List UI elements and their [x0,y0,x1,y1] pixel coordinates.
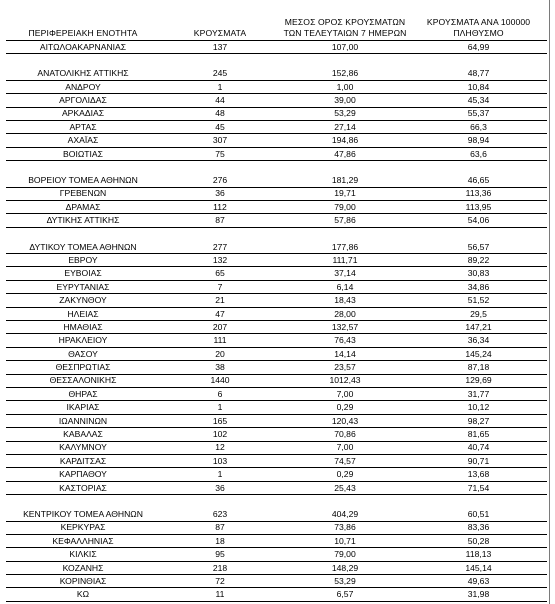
table-body [6,41,547,602]
region-cell: ΚΟΡΙΝΘΙΑΣ [6,575,160,588]
avg-cell: 28,00 [280,307,410,320]
cases-cell: 1440 [160,374,280,387]
table-row [6,575,547,588]
header-avg-line-2: ΤΩΝ ΤΕΛΕΥΤΑΙΩΝ 7 ΗΜΕΡΩΝ [283,27,407,38]
table-row [6,41,547,54]
table-row [6,414,547,427]
per100k-cell: 63,6 [410,147,547,160]
avg-cell: 7,00 [280,387,410,400]
table-row [6,428,547,441]
region-cell: ΒΟΡΕΙΟΥ ΤΟΜΕΑ ΑΘΗΝΩΝ [6,174,160,187]
region-cell: ΑΙΤΩΛΟΑΚΑΡΝΑΝΙΑΣ [6,41,160,54]
spacer-cell [6,54,547,68]
avg-cell: 74,57 [280,454,410,467]
cases-cell: 307 [160,134,280,147]
cases-table [6,12,547,602]
avg-cell: 7,00 [280,441,410,454]
table-row [6,508,547,521]
region-cell: ΘΗΡΑΣ [6,387,160,400]
region-cell: ΘΕΣΣΑΛΟΝΙΚΗΣ [6,374,160,387]
avg-cell: 152,86 [280,67,410,80]
cases-cell: 7 [160,280,280,293]
spacer-cell [6,227,547,241]
table-row [6,548,547,561]
per100k-cell: 98,27 [410,414,547,427]
page-edge-divider [549,0,550,604]
table-row [6,280,547,293]
table-row [6,401,547,414]
region-cell: ΚΕΡΚΥΡΑΣ [6,521,160,534]
per100k-cell: 129,69 [410,374,547,387]
table-row [6,107,547,120]
table-row [6,254,547,267]
per100k-cell: 31,98 [410,588,547,601]
region-cell: ΑΡΓΟΛΙΔΑΣ [6,94,160,107]
per100k-cell: 113,95 [410,200,547,213]
avg-cell: 79,00 [280,200,410,213]
cases-cell: 245 [160,67,280,80]
per100k-cell: 56,57 [410,241,547,254]
per100k-cell: 71,54 [410,481,547,494]
region-cell: ΘΕΣΠΡΩΤΙΑΣ [6,361,160,374]
table-row [6,174,547,187]
cases-cell: 11 [160,588,280,601]
spacer-row [6,495,547,509]
header-cases: ΚΡΟΥΣΜΑΤΑ [160,12,280,41]
cases-cell: 36 [160,481,280,494]
cases-cell: 207 [160,321,280,334]
table-row [6,334,547,347]
cases-cell: 21 [160,294,280,307]
per100k-cell: 66,3 [410,120,547,133]
cases-cell: 12 [160,441,280,454]
table-row [6,521,547,534]
avg-cell: 39,00 [280,94,410,107]
cases-cell: 165 [160,414,280,427]
region-cell: ΔΥΤΙΚΟΥ ΤΟΜΕΑ ΑΘΗΝΩΝ [6,241,160,254]
region-cell: ΒΟΙΩΤΙΑΣ [6,147,160,160]
per100k-cell: 87,18 [410,361,547,374]
per100k-cell: 54,06 [410,214,547,227]
table-row [6,468,547,481]
region-cell: ΔΡΑΜΑΣ [6,200,160,213]
per100k-cell: 89,22 [410,254,547,267]
region-cell: ΚΟΖΑΝΗΣ [6,561,160,574]
avg-cell: 23,57 [280,361,410,374]
cases-cell: 218 [160,561,280,574]
avg-cell: 177,86 [280,241,410,254]
region-cell: ΑΡΚΑΔΙΑΣ [6,107,160,120]
spacer-row [6,227,547,241]
per100k-cell: 90,71 [410,454,547,467]
header-avg-7-days [280,12,410,41]
per100k-cell: 48,77 [410,67,547,80]
region-cell: ΓΡΕΒΕΝΩΝ [6,187,160,200]
cases-cell: 72 [160,575,280,588]
region-cell: ΚΩ [6,588,160,601]
avg-cell: 132,57 [280,321,410,334]
cases-cell: 111 [160,334,280,347]
avg-cell: 79,00 [280,548,410,561]
region-cell: ΚΕΦΑΛΛΗΝΙΑΣ [6,534,160,547]
avg-cell: 148,29 [280,561,410,574]
spacer-row [6,161,547,175]
region-cell: ΑΧΑΪΑΣ [6,134,160,147]
per100k-cell: 145,24 [410,347,547,360]
avg-cell: 10,71 [280,534,410,547]
region-cell: ΗΜΑΘΙΑΣ [6,321,160,334]
table-row [6,588,547,601]
avg-cell: 14,14 [280,347,410,360]
avg-cell: 37,14 [280,267,410,280]
avg-cell: 47,86 [280,147,410,160]
table-row [6,200,547,213]
avg-cell: 19,71 [280,187,410,200]
avg-cell: 27,14 [280,120,410,133]
cases-cell: 20 [160,347,280,360]
avg-cell: 111,71 [280,254,410,267]
per100k-cell: 81,65 [410,428,547,441]
avg-cell: 6,14 [280,280,410,293]
avg-cell: 25,43 [280,481,410,494]
table-row [6,294,547,307]
cases-cell: 1 [160,468,280,481]
region-cell: ΚΑΛΥΜΝΟΥ [6,441,160,454]
cases-cell: 276 [160,174,280,187]
per100k-cell: 10,12 [410,401,547,414]
cases-cell: 87 [160,521,280,534]
table-row [6,534,547,547]
per100k-cell: 118,13 [410,548,547,561]
table-row [6,374,547,387]
region-cell: ΔΥΤΙΚΗΣ ΑΤΤΙΚΗΣ [6,214,160,227]
cases-cell: 6 [160,387,280,400]
per100k-cell: 29,5 [410,307,547,320]
avg-cell: 0,29 [280,468,410,481]
per100k-cell: 46,65 [410,174,547,187]
avg-cell: 1012,43 [280,374,410,387]
avg-cell: 70,86 [280,428,410,441]
table-row [6,481,547,494]
per100k-cell: 60,51 [410,508,547,521]
per100k-cell: 83,36 [410,521,547,534]
cases-cell: 103 [160,454,280,467]
table-header [6,12,547,41]
header-per100k-line-1: ΚΡΟΥΣΜΑΤΑ ΑΝΑ 100000 [426,17,531,27]
table-row [6,267,547,280]
cases-cell: 75 [160,147,280,160]
per100k-cell: 13,68 [410,468,547,481]
per100k-cell: 145,14 [410,561,547,574]
spacer-cell [6,495,547,509]
avg-cell: 120,43 [280,414,410,427]
cases-cell: 18 [160,534,280,547]
cases-cell: 65 [160,267,280,280]
per100k-cell: 64,99 [410,41,547,54]
region-cell: ΘΑΣΟΥ [6,347,160,360]
region-cell: ΖΑΚΥΝΘΟΥ [6,294,160,307]
cases-cell: 36 [160,187,280,200]
region-cell: ΚΑΡΠΑΘΟΥ [6,468,160,481]
cases-cell: 1 [160,80,280,93]
avg-cell: 18,43 [280,294,410,307]
region-cell: ΗΛΕΙΑΣ [6,307,160,320]
region-cell: ΗΡΑΚΛΕΙΟΥ [6,334,160,347]
cases-cell: 277 [160,241,280,254]
header-avg-line-1: ΜΕΣΟΣ ΟΡΟΣ ΚΡΟΥΣΜΑΤΩΝ [284,17,406,27]
avg-cell: 1,00 [280,80,410,93]
avg-cell: 6,57 [280,588,410,601]
cases-cell: 1 [160,401,280,414]
region-cell: ΑΝΔΡΟΥ [6,80,160,93]
spacer-cell [6,161,547,175]
table-row [6,321,547,334]
per100k-cell: 34,86 [410,280,547,293]
per100k-cell: 30,83 [410,267,547,280]
region-cell: ΕΥΡΥΤΑΝΙΑΣ [6,280,160,293]
cases-cell: 38 [160,361,280,374]
cases-cell: 137 [160,41,280,54]
table-row [6,347,547,360]
cases-cell: 87 [160,214,280,227]
avg-cell: 404,29 [280,508,410,521]
region-cell: ΚΑΡΔΙΤΣΑΣ [6,454,160,467]
region-cell: ΚΑΣΤΟΡΙΑΣ [6,481,160,494]
cases-cell: 45 [160,120,280,133]
table-row [6,454,547,467]
cases-cell: 132 [160,254,280,267]
region-cell: ΑΡΤΑΣ [6,120,160,133]
avg-cell: 181,29 [280,174,410,187]
region-cell: ΙΚΑΡΙΑΣ [6,401,160,414]
avg-cell: 107,00 [280,41,410,54]
region-cell: ΚΑΒΑΛΑΣ [6,428,160,441]
table-row [6,120,547,133]
table-row [6,441,547,454]
per100k-cell: 55,37 [410,107,547,120]
table-row [6,134,547,147]
per100k-cell: 36,34 [410,334,547,347]
avg-cell: 76,43 [280,334,410,347]
table-row [6,214,547,227]
table-row [6,361,547,374]
region-cell: ΙΩΑΝΝΙΝΩΝ [6,414,160,427]
spacer-row [6,54,547,68]
table-row [6,94,547,107]
table-row [6,80,547,93]
header-per100k-line-2: ΠΛΗΘΥΣΜΟ [453,27,504,38]
per100k-cell: 45,34 [410,94,547,107]
avg-cell: 53,29 [280,107,410,120]
table-row [6,187,547,200]
per100k-cell: 50,28 [410,534,547,547]
cases-cell: 112 [160,200,280,213]
avg-cell: 53,29 [280,575,410,588]
cases-cell: 44 [160,94,280,107]
cases-cell: 623 [160,508,280,521]
cases-cell: 48 [160,107,280,120]
cases-cell: 102 [160,428,280,441]
region-cell: ΚΕΝΤΡΙΚΟΥ ΤΟΜΕΑ ΑΘΗΝΩΝ [6,508,160,521]
table-row [6,307,547,320]
table-row [6,561,547,574]
per100k-cell: 113,36 [410,187,547,200]
table-row [6,241,547,254]
avg-cell: 194,86 [280,134,410,147]
per100k-cell: 98,94 [410,134,547,147]
per100k-cell: 31,77 [410,387,547,400]
cases-cell: 47 [160,307,280,320]
table-row [6,147,547,160]
region-cell: ΕΒΡΟΥ [6,254,160,267]
per100k-cell: 10,84 [410,80,547,93]
avg-cell: 73,86 [280,521,410,534]
cases-cell: 95 [160,548,280,561]
avg-cell: 0,29 [280,401,410,414]
header-per-100k [410,12,547,41]
region-cell: ΑΝΑΤΟΛΙΚΗΣ ΑΤΤΙΚΗΣ [6,67,160,80]
avg-cell: 57,86 [280,214,410,227]
per100k-cell: 51,52 [410,294,547,307]
per100k-cell: 40,74 [410,441,547,454]
per100k-cell: 49,63 [410,575,547,588]
header-region: ΠΕΡΙΦΕΡΕΙΑΚΗ ΕΝΟΤΗΤΑ [6,12,160,41]
table-row [6,387,547,400]
per100k-cell: 147,21 [410,321,547,334]
table-row [6,67,547,80]
region-cell: ΕΥΒΟΙΑΣ [6,267,160,280]
region-cell: ΚΙΛΚΙΣ [6,548,160,561]
